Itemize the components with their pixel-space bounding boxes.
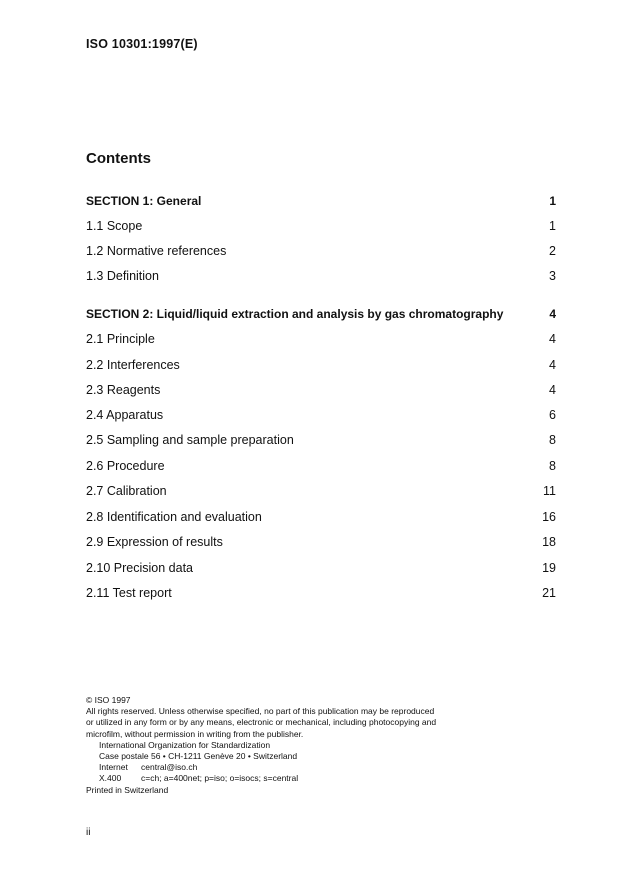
- toc-entry-label: 2.5 Sampling and sample preparation: [86, 433, 294, 447]
- toc-entry-label: 2.3 Reagents: [86, 383, 161, 397]
- rights-statement-line: All rights reserved. Unless otherwise specified, no part of this publication may be reproduced: [86, 706, 435, 717]
- toc-entry-label: 1.2 Normative references: [86, 244, 227, 258]
- toc-entry[interactable]: [86, 330, 556, 348]
- toc-entry[interactable]: [86, 242, 556, 260]
- toc-entry[interactable]: [86, 584, 556, 602]
- toc-entry[interactable]: [86, 267, 556, 285]
- organization-name: International Organization for Standardization: [99, 739, 271, 750]
- toc-entry[interactable]: [86, 381, 556, 399]
- toc-entry-label: 1.3 Definition: [86, 269, 159, 283]
- toc-entry[interactable]: [86, 356, 556, 374]
- toc-entry[interactable]: [86, 192, 556, 210]
- postal-address: Case postale 56 • CH-1211 Genève 20 • Switzerland: [99, 751, 298, 762]
- toc-entry-label: 2.9 Expression of results: [86, 535, 223, 549]
- toc-entry-page: 1: [549, 194, 556, 208]
- toc-entry-page: 4: [549, 358, 556, 372]
- toc-entry-page: 2: [549, 244, 556, 258]
- copyright-notice: © ISO 1997: [86, 695, 131, 705]
- toc-entry[interactable]: [86, 533, 556, 551]
- toc-entry-page: 19: [542, 561, 556, 575]
- publisher-address: [86, 740, 446, 785]
- toc-entry-page: 18: [542, 535, 556, 549]
- toc-entry-label: SECTION 1: General: [86, 194, 202, 208]
- toc-entry-label: 2.11 Test report: [86, 586, 172, 600]
- toc-entry[interactable]: [86, 217, 556, 235]
- toc-entry-label: 2.1 Principle: [86, 332, 155, 346]
- internet-address: central@iso.ch: [141, 762, 198, 773]
- internet-contact: [99, 762, 446, 773]
- toc-entry-page: 4: [549, 332, 556, 346]
- copyright-block: [86, 695, 446, 796]
- rights-statement-line: or utilized in any form or by any means, electronic or mechanical, including photocopying and: [86, 717, 437, 728]
- toc-entry-label: 2.4 Apparatus: [86, 408, 164, 422]
- toc-entry[interactable]: [86, 508, 556, 526]
- toc-entry[interactable]: [86, 406, 556, 424]
- x400-label: X.400: [99, 773, 122, 784]
- x400-contact: [99, 773, 446, 784]
- printed-in: Printed in Switzerland: [86, 784, 169, 795]
- toc-entry-page: 3: [549, 269, 556, 283]
- rights-statement-line: microfilm, without permission in writing from the publisher.: [86, 728, 304, 739]
- toc-entry[interactable]: [86, 559, 556, 577]
- toc-entry-page: 8: [549, 459, 556, 473]
- toc-entry-page: 1: [549, 219, 556, 233]
- toc-entry[interactable]: [86, 482, 556, 500]
- toc-entry-page: 21: [542, 586, 556, 600]
- internet-label: Internet: [99, 762, 128, 773]
- document-id: ISO 10301:1997(E): [86, 37, 198, 51]
- toc-entry-page: 4: [549, 383, 556, 397]
- toc-entry-page: 6: [549, 408, 556, 422]
- toc-entry[interactable]: [86, 457, 556, 475]
- toc-entry-label: 2.6 Procedure: [86, 459, 165, 473]
- page-number: ii: [86, 827, 91, 838]
- toc-entry[interactable]: [86, 431, 556, 449]
- toc-entry-label: 2.2 Interferences: [86, 358, 180, 372]
- toc-entry-page: 11: [543, 484, 556, 498]
- toc-entry-label: 2.8 Identification and evaluation: [86, 510, 262, 524]
- toc-entry-label: 2.10 Precision data: [86, 561, 194, 575]
- x400-address: c=ch; a=400net; p=iso; o=isocs; s=central: [141, 773, 299, 784]
- toc-entry-page: 8: [549, 433, 556, 447]
- toc-entry[interactable]: [86, 305, 556, 323]
- toc-entry-label: 1.1 Scope: [86, 219, 143, 233]
- toc-entry-page: 4: [549, 307, 556, 321]
- toc-entry-page: 16: [542, 510, 556, 524]
- toc-entry-label: SECTION 2: Liquid/liquid extraction and analysis by gas chromatography: [86, 307, 504, 321]
- toc-entry-label: 2.7 Calibration: [86, 484, 167, 498]
- contents-title: Contents: [86, 150, 151, 167]
